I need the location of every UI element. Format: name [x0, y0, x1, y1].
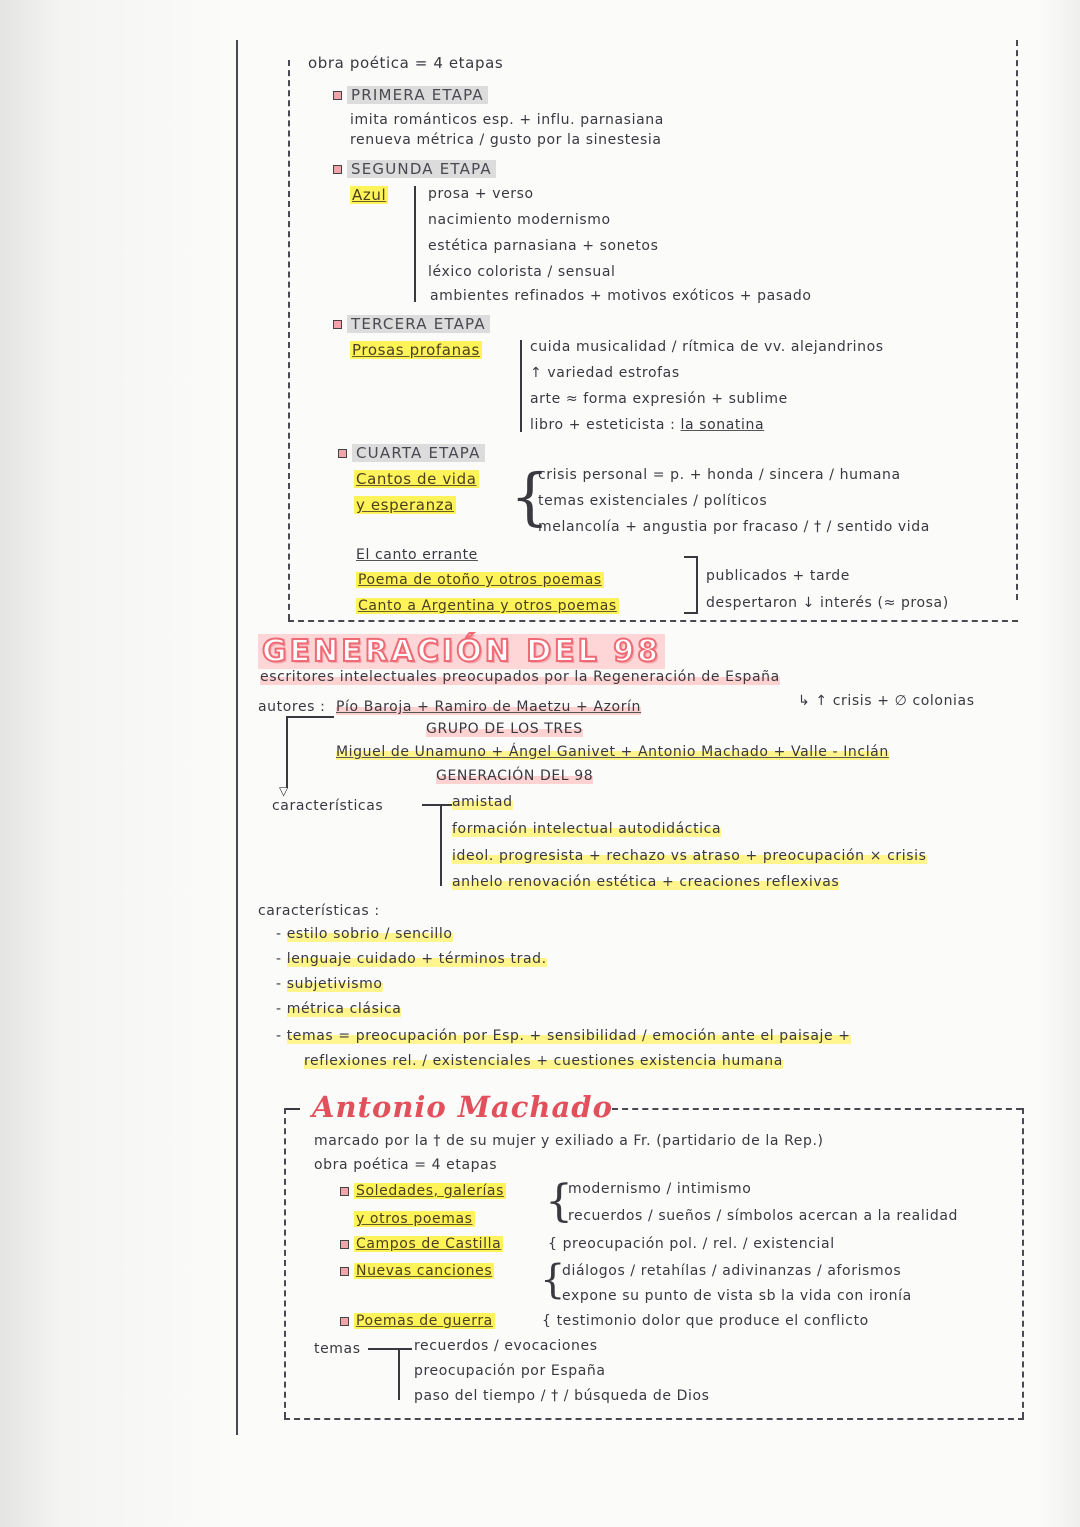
stage-4-work [354, 470, 479, 488]
section-title-g98 [258, 634, 665, 669]
stage-3-line: ↑ variedad estrofas [530, 365, 680, 381]
char-text: anhelo renovación estética + creaciones reflexivas [452, 874, 840, 890]
intro-line: obra poética = 4 etapas [308, 54, 504, 72]
bullet-icon [340, 1267, 349, 1276]
late-note: publicados + tarde [706, 568, 850, 584]
margin-rule [236, 40, 238, 1435]
machado-left-dash [284, 1108, 286, 1418]
curly-brace: { [545, 1176, 573, 1227]
work-desc: { preocupación pol. / rel. / existencial [548, 1236, 835, 1252]
work-desc: { testimonio dolor que produce el conflicto [542, 1313, 869, 1329]
machado-tema: paso del tiempo / † / búsqueda de Dios [414, 1388, 710, 1404]
work-title: El canto errante [356, 547, 478, 563]
work-desc: recuerdos / sueños / símbolos acercan a la realidad [568, 1208, 958, 1224]
authors-label: autores : [258, 699, 326, 715]
machado-box-corner [284, 1108, 300, 1110]
stage-4-line: temas existenciales / políticos [538, 493, 768, 509]
char-text: formación intelectual autodidáctica [452, 821, 722, 837]
machado-work [340, 1235, 503, 1253]
g98-intro [260, 668, 780, 686]
char2-text: métrica clásica [286, 1001, 402, 1017]
bracket-line [520, 340, 522, 432]
bracket-bottom [684, 612, 698, 614]
char-item [452, 847, 927, 865]
stage-1-heading [333, 86, 488, 104]
bullet-icon [338, 449, 347, 458]
linked-work: la sonatina [680, 417, 765, 433]
work-title: Campos de Castilla [356, 1236, 502, 1252]
temas-line [304, 1052, 783, 1070]
bullet-icon [340, 1317, 349, 1326]
bullet-icon [340, 1187, 349, 1196]
stage-2-line: prosa + verso [428, 186, 534, 202]
stage-label: PRIMERA ETAPA [347, 86, 488, 104]
machado-bottom-dash [284, 1418, 1024, 1420]
late-work [356, 597, 619, 615]
char2-item: - lenguaje cuidado + términos trad. [276, 951, 547, 967]
machado-temas-label: temas [314, 1341, 361, 1357]
desc-text: testimonio dolor que produce el conflicto [556, 1313, 869, 1329]
section-bottom-dash [288, 620, 1018, 622]
char-text: amistad [452, 794, 513, 810]
work-title: Cantos de vida [356, 470, 477, 488]
stage-2-work [350, 186, 388, 204]
authors-text: Miguel de Unamuno + Ángel Ganivet + Antonio Machado + Valle - Inclán [336, 744, 889, 760]
char-item [452, 820, 721, 838]
group-label-2 [436, 767, 593, 785]
intro-text: escritores intelectuales preocupados por la Regeneración de España [260, 669, 780, 685]
curly-brace: { [540, 1257, 566, 1303]
machado-top-dash [612, 1108, 1022, 1110]
temas-text: temas = preocupación por Esp. + sensibilidad / emoción ante el paisaje + [286, 1028, 851, 1044]
bullet-icon [333, 320, 342, 329]
machado-work [340, 1312, 495, 1330]
stage-2-line: estética parnasiana + sonetos [428, 238, 659, 254]
authors-text: Pío Baroja + Ramiro de Maetzu + Azorín [336, 699, 642, 715]
bullet-icon [333, 91, 342, 100]
late-note: despertaron ↓ interés (≈ prosa) [706, 595, 949, 611]
group-text: GRUPO DE LOS TRES [426, 721, 583, 737]
stage-3-line [530, 416, 764, 434]
machado-line: marcado por la † de su mujer y exiliado a Fr. (partidario de la Rep.) [314, 1133, 824, 1149]
stage-3-line: cuida musicalidad / rítmica de vv. alejandrinos [530, 339, 884, 355]
work-title: Poemas de guerra [356, 1313, 493, 1329]
stage-3-work [350, 341, 482, 359]
stage-1-line: imita románticos esp. + influ. parnasiana [350, 112, 664, 128]
stage-2-line: léxico colorista / sensual [428, 264, 616, 280]
work-desc: expone su punto de vista sb la vida con ironía [562, 1288, 912, 1304]
machado-title: Antonio Machado [312, 1090, 613, 1124]
temas-tree-top [368, 1348, 412, 1350]
machado-tema: recuerdos / evocaciones [414, 1338, 598, 1354]
stage-2-line: ambientes refinados + motivos exóticos + pasado [430, 288, 812, 304]
temas-line: - temas = preocupación por Esp. + sensibilidad / emoción ante el paisaje + [276, 1028, 851, 1044]
work-title: Azul [352, 186, 387, 204]
down-arrow-icon: ▽ [279, 784, 289, 798]
stage-4-work [354, 496, 456, 514]
char-label: características [272, 798, 384, 814]
machado-work [340, 1262, 494, 1280]
late-work [356, 571, 604, 589]
stage-label: TERCERA ETAPA [347, 315, 490, 333]
char2-item: - subjetivismo [276, 976, 383, 992]
char-item [452, 873, 839, 891]
bracket-line [696, 556, 698, 614]
section-right-dash [1016, 40, 1018, 600]
bracket-line [414, 186, 416, 302]
work-title: Poema de otoño y otros poemas [358, 572, 602, 588]
machado-right-dash [1022, 1108, 1024, 1418]
authors-row-2 [336, 743, 889, 761]
char2-item: - métrica clásica [276, 1001, 402, 1017]
authors-row-1 [336, 698, 641, 716]
work-title: Soledades, galerías [356, 1183, 505, 1199]
stage-3-heading [333, 315, 490, 333]
char2-item: - estilo sobrio / sencillo [276, 926, 453, 942]
bullet-icon [333, 165, 342, 174]
stage-label: SEGUNDA ETAPA [347, 160, 496, 178]
machado-tema: preocupación por España [414, 1363, 606, 1379]
work-title: Nuevas canciones [356, 1263, 493, 1279]
crisis-note: ↳ ↑ crisis + ∅ colonias [798, 693, 975, 709]
work-desc: diálogos / retahílas / adivinanzas / aforismos [562, 1263, 902, 1279]
authors-arrow-connector [286, 716, 334, 718]
char-tree-top [422, 804, 452, 806]
stage-2-heading [333, 160, 496, 178]
stage-label: CUARTA ETAPA [352, 444, 485, 462]
char2-text: subjetivismo [286, 976, 383, 992]
desc-text: preocupación pol. / rel. / existencial [562, 1236, 835, 1252]
group-label-1 [426, 720, 583, 738]
section-left-dash [288, 60, 290, 620]
temas-text: reflexiones rel. / existenciales + cuestiones existencia humana [304, 1053, 783, 1069]
char2-text: estilo sobrio / sencillo [286, 926, 453, 942]
stage-1-line: renueva métrica / gusto por la sinestesia [350, 132, 662, 148]
bracket-top [684, 556, 698, 558]
machado-line: obra poética = 4 etapas [314, 1157, 498, 1173]
machado-work [354, 1210, 475, 1228]
group-text: GENERACIÓN DEL 98 [436, 768, 594, 784]
title-text: GENERACIÓN DEL 98 [258, 634, 665, 669]
stage-3-line: arte ≈ forma expresión + sublime [530, 391, 788, 407]
work-title: Prosas profanas [352, 341, 480, 359]
machado-work [340, 1182, 506, 1200]
stage-4-line: crisis personal = p. + honda / sincera / humana [538, 467, 901, 483]
bullet-icon [340, 1240, 349, 1249]
late-work [356, 546, 478, 564]
stage-2-line: nacimiento modernismo [428, 212, 611, 228]
char2-text: lenguaje cuidado + términos trad. [286, 951, 547, 967]
char-item [452, 793, 513, 811]
authors-arrow-line [286, 716, 288, 788]
line-text: libro + esteticista : [530, 417, 676, 433]
work-title: Canto a Argentina y otros poemas [358, 598, 617, 614]
char2-label: características : [258, 903, 380, 919]
work-title: y otros poemas [356, 1211, 473, 1227]
char-tree-line [440, 804, 442, 886]
char-text: ideol. progresista + rechazo vs atraso + preocupación × crisis [452, 848, 927, 864]
stage-4-line: melancolía + angustia por fracaso / † / sentido vida [538, 519, 930, 535]
temas-tree-line [398, 1348, 400, 1400]
work-desc: modernismo / intimismo [568, 1181, 752, 1197]
curly-brace: { [510, 460, 550, 533]
work-title: y esperanza [356, 496, 454, 514]
stage-4-heading [338, 444, 485, 462]
